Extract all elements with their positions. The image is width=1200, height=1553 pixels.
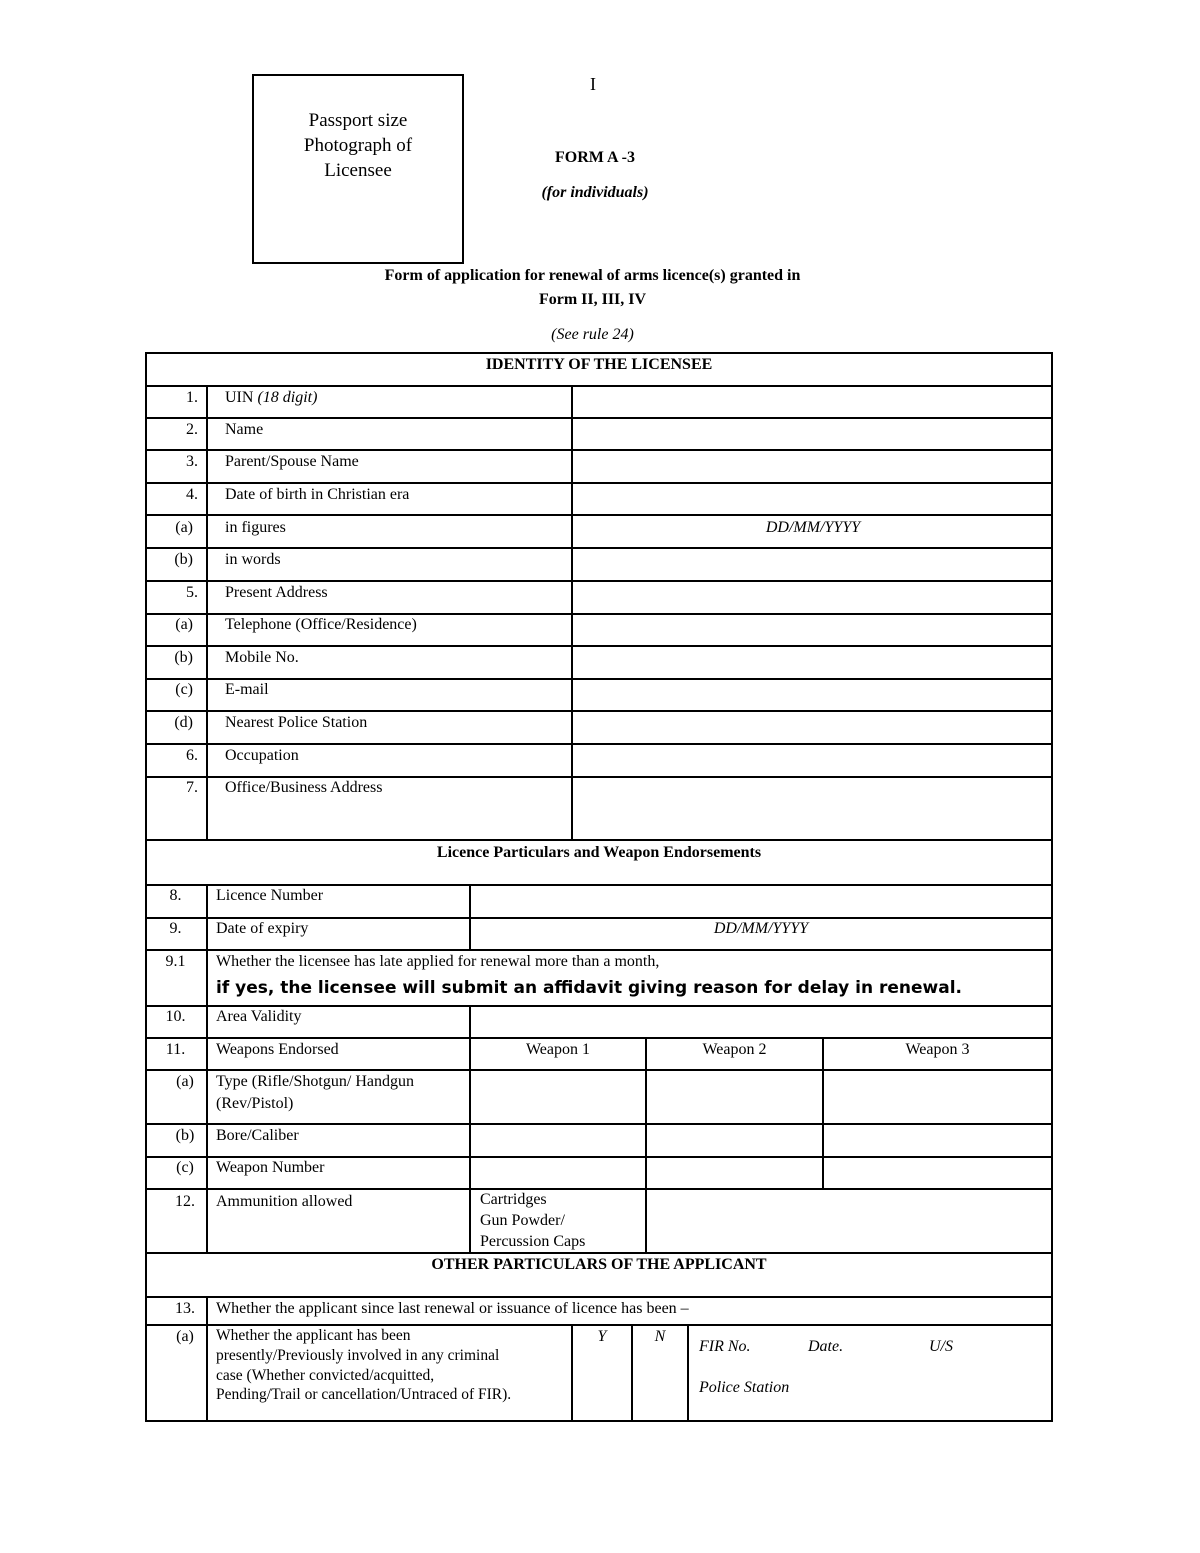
criminal-case-question-line: Whether the applicant has been	[216, 1327, 411, 1344]
table-top-border	[145, 352, 1053, 354]
late-renewal-question: Whether the licensee has late applied for renewal more than a month,	[216, 953, 660, 970]
row-number: 3.	[186, 453, 198, 470]
row-number: 12.	[175, 1193, 195, 1210]
row-label-uin	[225, 388, 317, 408]
row-label-email: E-mail	[225, 681, 269, 698]
uin-label: UIN	[225, 389, 254, 406]
criminal-case-question-line: presently/Previously involved in any criminal	[216, 1347, 500, 1364]
row-divider	[145, 1296, 1053, 1298]
row-label-dob-words: in words	[225, 551, 281, 568]
value-column-line	[469, 884, 471, 949]
row-label-parent-spouse: Parent/Spouse Name	[225, 453, 359, 470]
row-number: 7.	[186, 779, 198, 796]
row-divider	[145, 580, 1053, 582]
dob-figures-field[interactable]: DD/MM/YYYY	[765, 519, 861, 536]
row-label-weapons-endorsed: Weapons Endorsed	[216, 1041, 339, 1058]
fir-column-line	[687, 1324, 689, 1422]
row-label-date-of-expiry: Date of expiry	[216, 920, 309, 937]
row-divider	[145, 678, 1053, 680]
criminal-case-question-line: case (Whether convicted/acquitted,	[216, 1367, 435, 1384]
section-heading-identity: IDENTITY OF THE LICENSEE	[485, 356, 713, 373]
ammunition-column-line	[645, 1188, 647, 1253]
form-heading-line-1: Form of application for renewal of arms licence(s) granted in	[384, 267, 801, 284]
row-number: 13.	[175, 1300, 195, 1317]
ammunition-percussion-caps: Percussion Caps	[480, 1233, 586, 1250]
row-label-since-last-renewal: Whether the applicant since last renewal or issuance of licence has been –	[216, 1300, 689, 1317]
row-label-office-address: Office/Business Address	[225, 779, 383, 796]
fir-number-label: FIR No.	[699, 1338, 751, 1355]
weapon-2-header: Weapon 2	[702, 1041, 767, 1058]
section-heading-licence: Licence Particulars and Weapon Endorsements	[436, 844, 762, 861]
row-divider	[145, 547, 1053, 549]
number-column-line	[206, 385, 208, 839]
row-label-weapon-type: Type (Rifle/Shotgun/ Handgun	[216, 1073, 414, 1090]
row-number: (a)	[176, 1073, 194, 1090]
application-form-table	[145, 352, 1053, 1422]
row-number: (c)	[175, 681, 193, 698]
row-divider	[145, 1069, 1053, 1071]
fir-date-label: Date.	[808, 1338, 844, 1355]
rule-reference: (See rule 24)	[551, 326, 634, 343]
row-number: 9.1	[165, 953, 186, 970]
row-label-licence-number: Licence Number	[216, 887, 324, 904]
section-divider	[145, 1252, 1053, 1254]
row-label-weapon-number: Weapon Number	[216, 1159, 325, 1176]
row-label-telephone: Telephone (Office/Residence)	[225, 616, 417, 633]
row-number: 9.	[169, 920, 182, 937]
row-divider	[145, 710, 1053, 712]
under-section-label: U/S	[929, 1338, 953, 1355]
row-number: (c)	[176, 1159, 194, 1176]
fir-police-station-label: Police Station	[699, 1379, 790, 1396]
row-divider	[145, 1188, 1053, 1190]
form-subtitle: (for individuals)	[541, 184, 649, 201]
weapon-1-header: Weapon 1	[525, 1041, 591, 1058]
row-divider	[145, 514, 1053, 516]
row-divider	[145, 417, 1053, 419]
row-number: 11.	[165, 1041, 186, 1058]
row-number: 10.	[165, 1008, 186, 1025]
row-label-area-validity: Area Validity	[216, 1008, 302, 1025]
row-number: 1.	[186, 389, 198, 406]
row-label-ammunition: Ammunition allowed	[216, 1193, 353, 1210]
row-number: 8.	[169, 887, 182, 904]
row-number: (d)	[174, 714, 193, 731]
date-of-expiry-field[interactable]: DD/MM/YYYY	[713, 920, 809, 937]
row-number: (a)	[175, 616, 193, 633]
form-title: FORM A -3	[555, 149, 635, 166]
row-number: 6.	[186, 747, 198, 764]
value-column-line	[571, 385, 573, 839]
row-divider	[145, 385, 1053, 387]
row-label-name: Name	[225, 421, 264, 438]
row-divider	[145, 482, 1053, 484]
row-number: (b)	[175, 1127, 195, 1144]
row-label-dob: Date of birth in Christian era	[225, 486, 410, 503]
uin-note: (18 digit)	[257, 389, 318, 406]
row-divider	[145, 449, 1053, 451]
page-number: I	[590, 74, 596, 94]
row-number: 4.	[186, 486, 198, 503]
row-divider	[145, 1123, 1053, 1125]
photo-box-line-1: Passport size	[308, 110, 408, 131]
photo-box-line-3: Licensee	[324, 160, 392, 181]
row-label-occupation: Occupation	[225, 747, 299, 764]
late-renewal-affidavit-note: if yes, the licensee will submit an affidavit giving reason for delay in renewal.	[216, 978, 962, 998]
row-label-mobile: Mobile No.	[225, 649, 299, 666]
row-number: 2.	[186, 421, 198, 438]
photograph-box	[252, 74, 464, 264]
row-number: 5.	[186, 584, 198, 601]
form-heading-line-2: Form II, III, IV	[538, 291, 647, 308]
yes-option[interactable]: Y	[597, 1328, 607, 1345]
row-label-present-address: Present Address	[225, 584, 328, 601]
no-option[interactable]: N	[654, 1328, 666, 1345]
section-divider	[145, 839, 1053, 841]
section-heading-other: OTHER PARTICULARS OF THE APPLICANT	[431, 1256, 767, 1273]
row-number: (a)	[176, 1328, 194, 1345]
row-number: (b)	[174, 551, 193, 568]
row-divider	[145, 645, 1053, 647]
ammunition-gun-powder: Gun Powder/	[480, 1212, 565, 1229]
criminal-case-question-line: Pending/Trail or cancellation/Untraced of FIR).	[216, 1386, 512, 1403]
row-divider	[145, 1037, 1053, 1039]
row-divider	[145, 949, 1053, 951]
row-label-bore-caliber: Bore/Caliber	[216, 1127, 299, 1144]
photo-box-line-2: Photograph of	[303, 135, 413, 156]
ammunition-cartridges: Cartridges	[480, 1191, 547, 1208]
row-label-police-station: Nearest Police Station	[225, 714, 368, 731]
row-label-dob-figures: in figures	[225, 519, 286, 536]
row-label-weapon-type-cont: (Rev/Pistol)	[216, 1095, 294, 1112]
row-number: (a)	[175, 519, 193, 536]
row-number: (b)	[174, 649, 193, 666]
table-bottom-border	[145, 1420, 1053, 1422]
row-divider	[145, 743, 1053, 745]
weapon-3-header: Weapon 3	[905, 1041, 970, 1058]
